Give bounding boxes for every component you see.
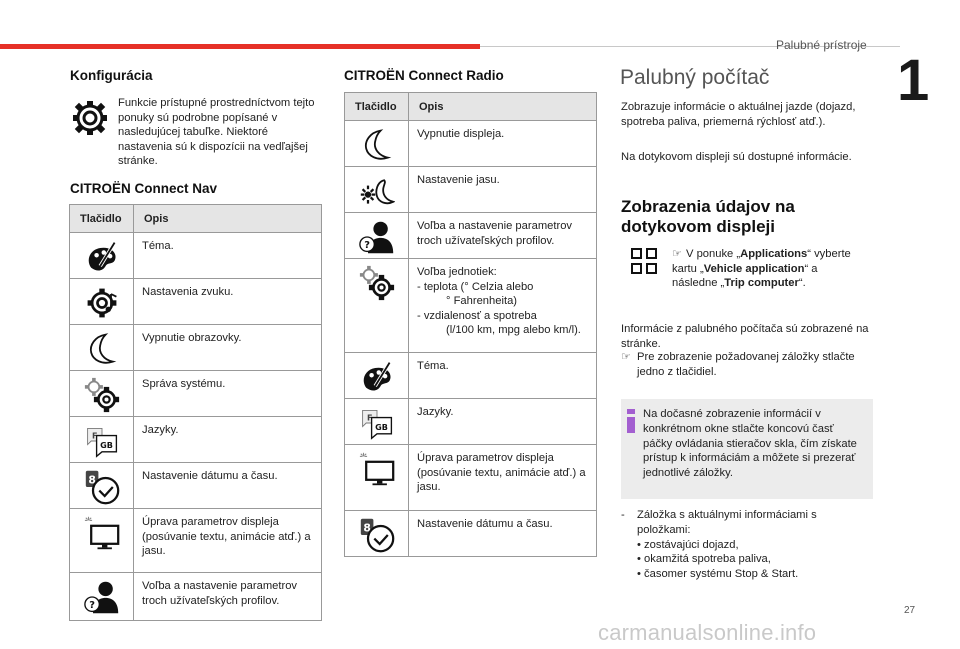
user-profile-icon — [359, 219, 395, 255]
row-text: Voľba a nastavenie parametrov troch užívateľských profilov. — [134, 573, 322, 621]
info-box — [621, 399, 873, 499]
radio-col-desc: Opis — [409, 93, 597, 121]
units-distance: - vzdialenosť a spotreba (l/100 km, mpg alebo km/l). — [417, 309, 581, 337]
row-text: Jazyky. — [409, 399, 597, 445]
table-row — [70, 371, 322, 417]
palette-icon — [84, 239, 120, 275]
row-text: Úprava parametrov displeja (posúvanie textu, animácie atď.) a jasu. — [409, 445, 597, 511]
info-icon — [627, 409, 635, 433]
table-row — [345, 167, 597, 213]
radio-col-button: Tlačidlo — [345, 93, 409, 121]
display-brightness-icon — [84, 515, 120, 551]
row-text: Nastavenie dátumu a času. — [409, 511, 597, 557]
row-text — [409, 259, 597, 353]
tab-instruction: ☞ Pre zobrazenie požadovanej záložky stlačte jedno z tlačidiel. — [621, 351, 855, 378]
radio-table — [344, 92, 597, 557]
arrow-icon: ☞ — [672, 248, 683, 260]
table-row — [70, 417, 322, 463]
row-text: Voľba a nastavenie parametrov troch užívateľských profilov. — [409, 213, 597, 259]
table-row — [70, 573, 322, 621]
arrow-icon: ☞ — [621, 351, 632, 363]
row-text: Nastavenie dátumu a času. — [134, 463, 322, 509]
table-row — [345, 259, 597, 353]
applications-text: ☞ V ponuke „Applications“ vyberte kartu „Vehicle application“ a následne „Trip computer“. — [672, 248, 851, 290]
nav-title: CITROËN Connect Nav — [70, 181, 218, 196]
units-label: Voľba jednotiek: — [417, 266, 497, 278]
apps-grid-icon — [630, 247, 658, 275]
row-text: Správa systému. — [134, 371, 322, 417]
list-item: • časomer systému Stop & Start. — [637, 568, 799, 581]
palette-icon — [359, 359, 395, 395]
row-text: Téma. — [409, 353, 597, 399]
chapter-number: 1 — [897, 48, 930, 113]
touchscreen-heading: Zobrazenia údajov na dotykovom displeji — [621, 197, 795, 236]
table-row — [345, 213, 597, 259]
table-row — [345, 511, 597, 557]
list-item: • zostávajúci dojazd, — [637, 538, 739, 551]
watermark: carmanualsonline.info — [598, 620, 817, 645]
nav-col-desc: Opis — [134, 205, 322, 233]
radio-title: CITROËN Connect Radio — [344, 68, 504, 83]
page-title: Palubný počítač — [620, 66, 770, 89]
row-text: Téma. — [134, 233, 322, 279]
user-profile-icon — [84, 579, 120, 615]
table-row — [70, 233, 322, 279]
calendar-clock-icon — [359, 517, 395, 553]
table-row — [70, 463, 322, 509]
konfig-text: Funkcie prístupné prostredníctvom tejto ponuky sú podrobne popísané v nasledujúcej tabuľke. Niektoré nastavenia sú k dispozícii na vedľajšej stránke. — [118, 97, 315, 168]
list-item: • okamžitá spotreba paliva, — [637, 553, 771, 566]
header-red-bar — [0, 44, 480, 49]
row-text: Jazyky. — [134, 417, 322, 463]
nav-col-button: Tlačidlo — [70, 205, 134, 233]
calendar-clock-icon — [84, 469, 120, 505]
applications-instruction — [630, 247, 862, 291]
gears-icon — [84, 377, 120, 413]
gear-icon — [70, 98, 118, 142]
row-text: Nastavenie jasu. — [409, 167, 597, 213]
trip-page-text: Informácie z palubného počítača sú zobrazené na stránke. — [621, 323, 869, 350]
section-title: Palubné prístroje — [776, 38, 867, 52]
nav-table — [69, 204, 322, 621]
language-bubble-icon — [359, 405, 395, 441]
info-text: Na dočasné zobrazenie informácií v konkrétnom okne stlačte koncovú časť páčky ovládania stieračov skla, čím získate prístup k informáciám a môžete si prezerať jednotlivé záložky. — [643, 408, 857, 480]
moon-icon — [84, 331, 120, 367]
table-row — [345, 121, 597, 167]
trip-intro: Zobrazuje informácie o aktuálnej jazde (dojazd, spotreba paliva, priemerná rýchlosť atď.). — [621, 101, 856, 128]
row-text: Vypnutie displeja. — [409, 121, 597, 167]
table-row — [70, 279, 322, 325]
moon-icon — [359, 127, 395, 163]
display-brightness-icon — [359, 451, 395, 487]
konfig-title: Konfigurácia — [70, 68, 153, 83]
row-text: Úprava parametrov displeja (posúvanie textu, animácie atď.) a jasu. — [134, 509, 322, 573]
table-row — [345, 353, 597, 399]
tab-list — [621, 508, 871, 582]
page-number: 27 — [904, 605, 916, 616]
table-row — [70, 325, 322, 371]
list-intro: - Záložka s aktuálnymi informáciami s položkami: — [621, 509, 817, 536]
row-text: Nastavenia zvuku. — [134, 279, 322, 325]
row-text: Vypnutie obrazovky. — [134, 325, 322, 371]
brightness-icon — [359, 173, 395, 209]
trip-availability: Na dotykovom displeji sú dostupné informácie. — [621, 151, 852, 163]
table-row — [345, 445, 597, 511]
table-row — [70, 509, 322, 573]
language-bubble-icon — [84, 423, 120, 459]
gears-icon — [359, 265, 395, 301]
units-temp: - teplota (° Celzia alebo ° Fahrenheita) — [417, 280, 534, 308]
table-row — [345, 399, 597, 445]
gear-music-icon — [84, 285, 120, 321]
konfig-intro — [70, 96, 320, 169]
